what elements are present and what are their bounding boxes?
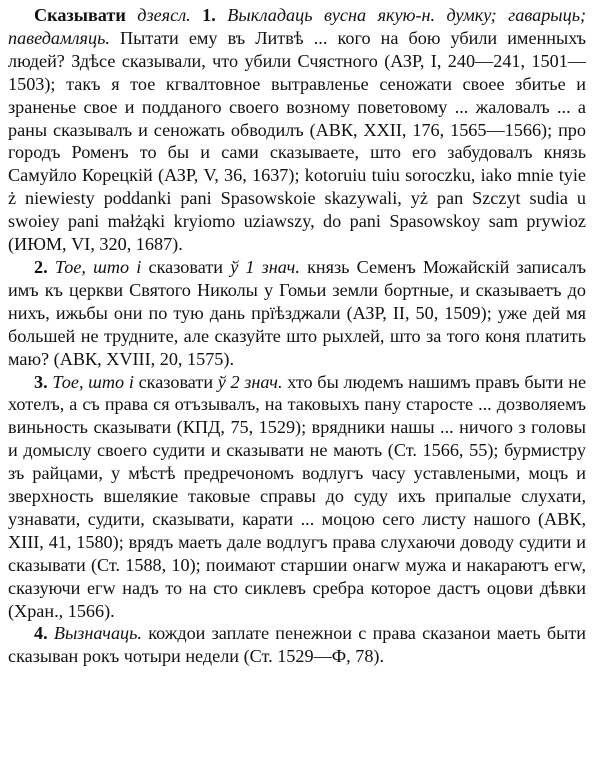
cross-reference-mark: ў 1 знач. [230,256,300,277]
part-of-speech: дзеясл. [137,5,191,25]
citation-text: князь Семенъ Можайскій записалъ имъ къ церкви Святого Николы у Гомьи земли бортные, и сказываетъ до нихъ, ижьбы они по тую дань прїѣзджали (АЗР, II, 50, 1509); уже дей мя большей не трудните, але сказуйте што рыхлей, што за того коня платить маю? (АВК, XVIII, 20, 1575). [8,256,587,369]
sense-number: 4. [34,623,48,644]
cross-reference-word: сказовати [148,256,224,277]
headword: Сказывати [34,5,126,25]
sense-2 [8,256,586,371]
citation-text: Пытати ему въ Литвѣ ... кого на бою убили именныхъ людей? Здѣсе сказывали, что убили Счястного (АЗР, I, 240—241, 1501—1503); такъ я тое кгвалтовное вытравленье сеножати своее збитье и зраненье свое и подданого своего возному поветовому ... жаловалъ ... а раны сказывалъ и сеножать обводилъ (АВК, XXII, 176, 1565—1566); про городъ Роменъ то бы и сами сказываете, што его забудовалъ князь Самуйло Корецкій (АЗР, V, 36, 1637); kotoruiu tuiu soroczku, iako mnie tyie ż niewiesty poddanki pani Spasowskoie skazywali, yż pan Szczyt sudia u swoiey pani małżąki kryiomo uziawszy, do pani Spasowskoy sam prywioz (ИЮМ, VI, 320, 1687). [8,27,587,255]
sense-number: 1. [202,5,216,25]
sense-1 [8,4,586,256]
citation-text: хто бы людемъ нашимъ правъ быти не хотелъ, а съ права ся отъзывалъ, на таковыхъ пану старосте ... дозволяемъ виньность сказывати (КПД, 75, 1529); врядники нашы ... ничого з головы и домыслу своего судити и сказывати не мають (Ст. 1566, 55); бурмистру зъ райцами, у мѣстѣ предречономъ водлугъ часу уставлеными, моцъ и зверхность вшелякие таковые справы до суду ихъ припалые слухати, узнавати, судити, сказывати, карати ... моцою сего листу нашого (АВК, XIII, 41, 1580); врядъ маеть дале водлугъ права слухаючи доводу судити и сказывати (Ст. 1588, 10); поимают старшии онагw мужа и накараютъ егw, сказуючи егw надъ то на сто сиклевъ сребра которое дастъ оцови дѣвки (Хран., 1566). [8,371,587,621]
sense-number: 2. [34,256,48,277]
cross-reference-word: сказовати [138,371,214,392]
sense-number: 3. [34,371,48,392]
sense-definition: Выкладаць вусна якую-н. думку; гаварыць; паведамляць. [8,5,587,48]
sense-definition: Тое, што і [54,256,142,277]
sense-definition: Вызначаць. [53,623,142,644]
sense-4 [8,622,586,668]
citation-text: кождои заплате пенежнои с права сказанои маеть быти сказыван рокъ чотыри недели (Ст. 1529—Ф, 78). [8,623,587,667]
cross-reference-mark: ў 2 знач. [217,371,283,392]
sense-3 [8,371,586,623]
sense-definition: Тое, што і [52,371,134,392]
